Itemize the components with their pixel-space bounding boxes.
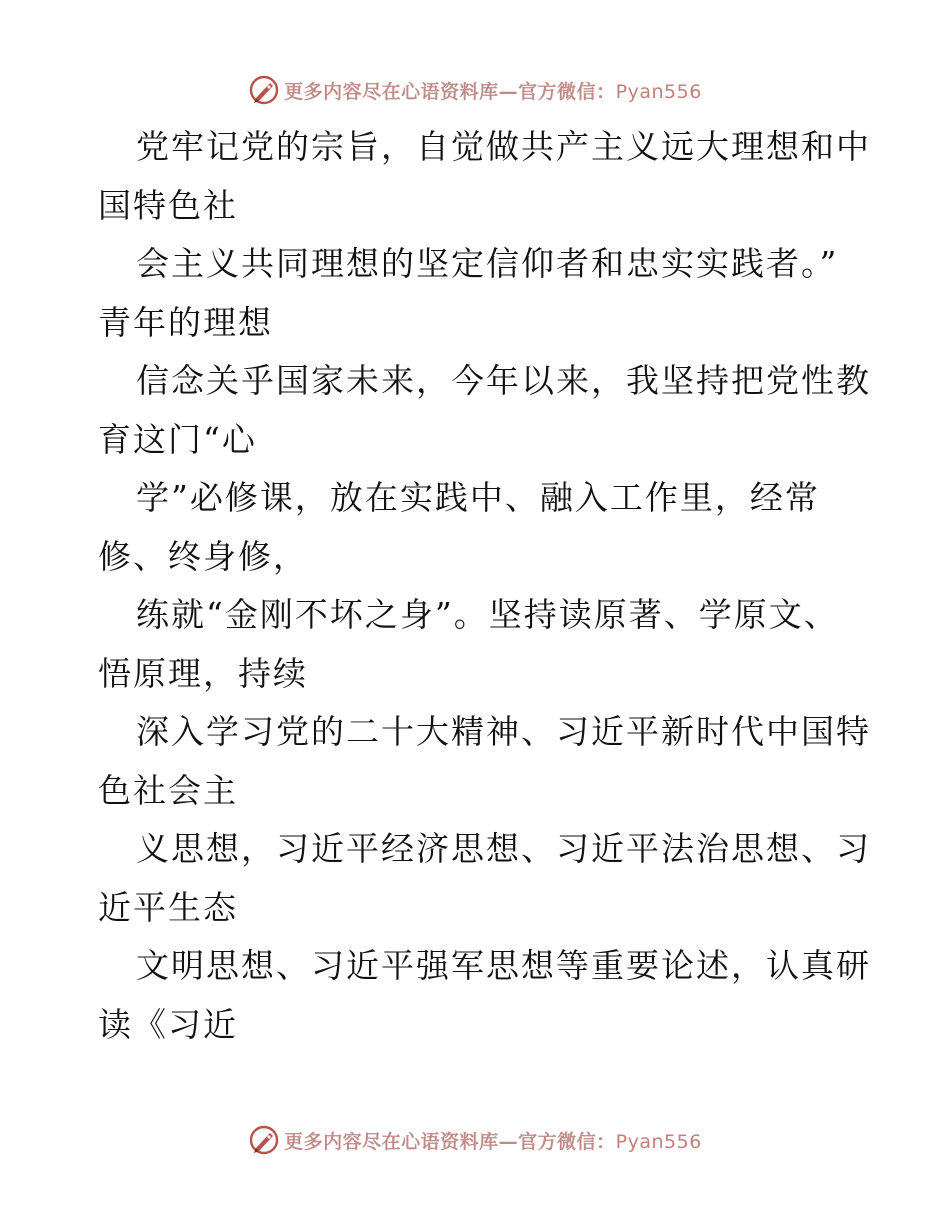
header-watermark [0, 68, 950, 112]
paragraph-line: 育这门“心 [98, 419, 257, 459]
paragraph-line: 会主义共同理想的坚定信仰者和忠实实践者。” [136, 244, 839, 283]
paragraph-line: 悟原理，持续 [98, 653, 308, 693]
watermark-text: 更多内容尽在心语资料库—官方微信：Pyan556 [284, 1130, 702, 1153]
paragraph-line: 青年的理想 [98, 302, 273, 342]
paragraph-line: 义思想，习近平经济思想、习近平法治思想、习 [136, 829, 871, 868]
paragraph-line: 色社会主 [98, 770, 238, 810]
pen-logo-icon [248, 74, 280, 106]
watermark-id: Pyan556 [615, 1130, 702, 1153]
paragraph-line: 近平生态 [98, 887, 238, 927]
paragraph-line: 练就“金刚不坏之身”。坚持读原著、学原文、 [136, 595, 839, 634]
paragraph-line: 党牢记党的宗旨，自觉做共产主义远大理想和中 [136, 127, 871, 166]
document-body [98, 118, 871, 1054]
paragraph-line: 文明思想、习近平强军思想等重要论述，认真研 [136, 946, 871, 985]
paragraph-line: 深入学习党的二十大精神、习近平新时代中国特 [136, 712, 871, 751]
footer-watermark [0, 1118, 950, 1162]
paragraph-line: 信念关乎国家未来，今年以来，我坚持把党性教 [136, 361, 871, 400]
paragraph-line: 读《习近 [98, 1004, 238, 1044]
watermark-text: 更多内容尽在心语资料库—官方微信：Pyan556 [284, 80, 702, 103]
paragraph-line: 修、终身修， [98, 536, 308, 576]
pen-logo-icon [248, 1124, 280, 1156]
paragraph-line: 国特色社 [98, 185, 238, 225]
watermark-id: Pyan556 [615, 80, 702, 103]
paragraph-line: 学”必修课，放在实践中、融入工作里，经常 [136, 478, 820, 517]
